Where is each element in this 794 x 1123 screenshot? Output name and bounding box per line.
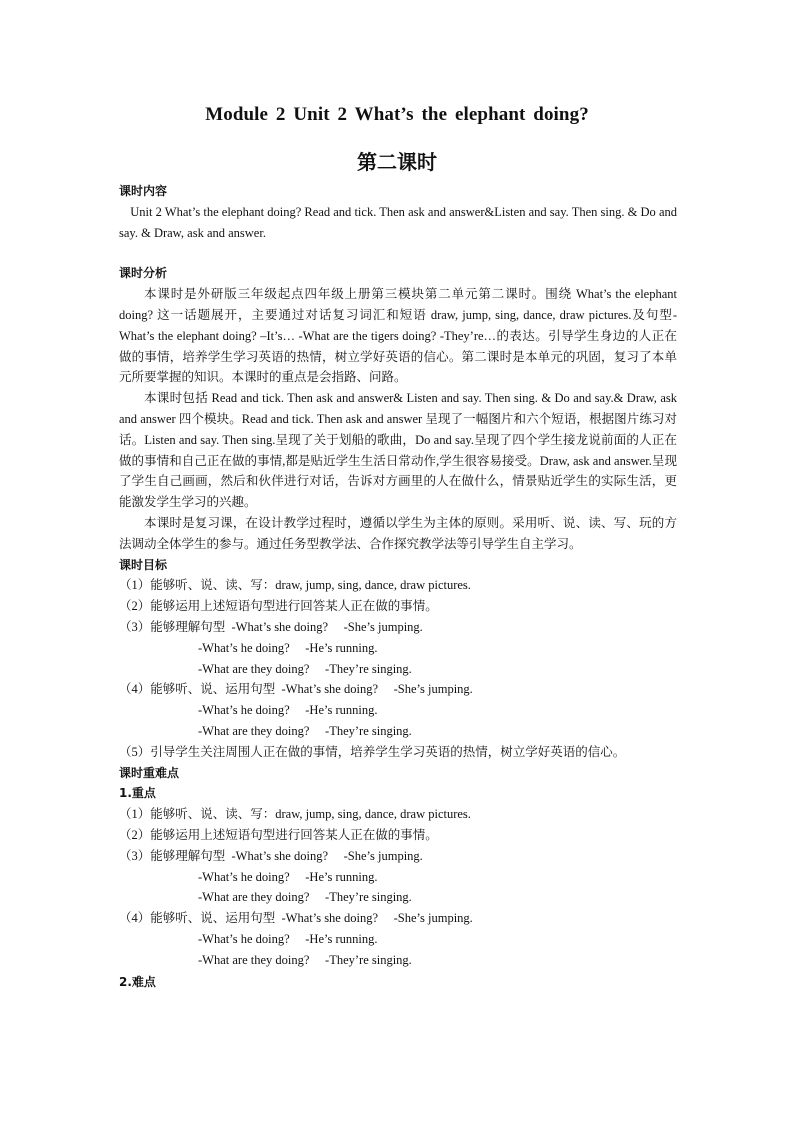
key-item-3-sub-1: -What’s he doing? -He’s running. [198,869,378,884]
document-body [119,181,677,993]
key-item-4-sub-1: -What’s he doing? -He’s running. [198,931,378,946]
goal-item-1: （1）能够听、说、读、写：draw, jump, sing, dance, draw pictures. [119,578,471,593]
key-item-4: （4）能够听、说、运用句型 -What’s she doing? -She’s jumping. [119,911,473,926]
goal-item-3-sub-1: -What’s he doing? -He’s running. [198,640,378,655]
document-title: Module 2 Unit 2 What’s the elephant doing? [205,104,589,125]
section-heading-content: 课时内容 [119,184,168,198]
goal-item-3: （3）能够理解句型 -What’s she doing? -She’s jumping. [119,619,423,634]
document-subtitle: 第二课时 [357,150,437,174]
section-heading-keypoints: 课时重难点 [119,765,180,780]
goal-item-2: （2）能够运用上述短语句型进行回答某人正在做的事情。 [119,599,438,614]
goal-item-4-sub-2: -What are they doing? -They’re singing. [198,723,412,738]
subsection-heading-key: 1.重点 [119,786,156,801]
content-paragraph: Unit 2 What’s the elephant doing? Read and tick. Then ask and answer&Listen and say. Then sing. & Do and say. & Draw, ask and answer. [119,204,677,240]
section-heading-analysis: 课时分析 [119,266,168,281]
spacer [119,243,677,263]
subsection-heading-difficult: 2.难点 [119,975,156,990]
goal-item-4-sub-1: -What’s he doing? -He’s running. [198,703,378,718]
key-item-3: （3）能够理解句型 -What’s she doing? -She’s jumping. [119,848,423,863]
key-item-1: （1）能够听、说、读、写：draw, jump, sing, dance, draw pictures. [119,807,471,822]
analysis-paragraph-3: 本课时是复习课，在设计教学过程时，遵循以学生为主体的原则。采用听、说、读、写、玩的方法调动全体学生的参与。通过任务型教学法、合作探究教学法等引导学生自主学习。 [119,515,677,551]
goal-item-5: （5）引导学生关注周围人正在做的事情，培养学生学习英语的热情，树立学好英语的信心。 [119,744,626,759]
key-item-4-sub-2: -What are they doing? -They’re singing. [198,952,412,967]
key-item-3-sub-2: -What are they doing? -They’re singing. [198,890,412,905]
analysis-paragraph-1: 本课时是外研版三年级起点四年级上册第三模块第二单元第二课时。围绕 What’s the elephant doing? 这一话题展开，主要通过对话复习词汇和短语 draw, jump, sing, dance, draw pictures.及句型-What’s the elephant doing? –It’s… -What are the tigers doing? -They’re…的表达。引导学生身边的人正在做的事情，培养学生学习英语的热情，树立学好英语的信心。第二课时是本单元的巩固，复习了本单元所要掌握的知识。本课时的重点是会指路、问路。 [119,287,677,385]
key-item-2: （2）能够运用上述短语句型进行回答某人正在做的事情。 [119,827,438,842]
analysis-paragraph-2: 本课时包括 Read and tick. Then ask and answer& Listen and say. Then sing. & Do and say.& Draw, ask and answer 四个模块。Read and tick. Then ask and answer 呈现了一幅图片和六个短语，根据图片练习对话。Listen and say. Then sing.呈现了关于划船的歌曲，Do and say.呈现了四个学生接龙说前面的人正在做的事情和自己正在做的事情,都是贴近学生生活日常动作,学生很容易接受。Draw, ask and answer.呈现了学生自己画画，然后和伙伴进行对话，告诉对方画里的人在做什么，情景贴近学生的实际生活，更能激发学生学习的兴趣。 [119,391,677,510]
goal-item-3-sub-2: -What are they doing? -They’re singing. [198,661,412,676]
goal-item-4: （4）能够听、说、运用句型 -What’s she doing? -She’s jumping. [119,682,473,697]
section-heading-goals: 课时目标 [119,557,168,572]
